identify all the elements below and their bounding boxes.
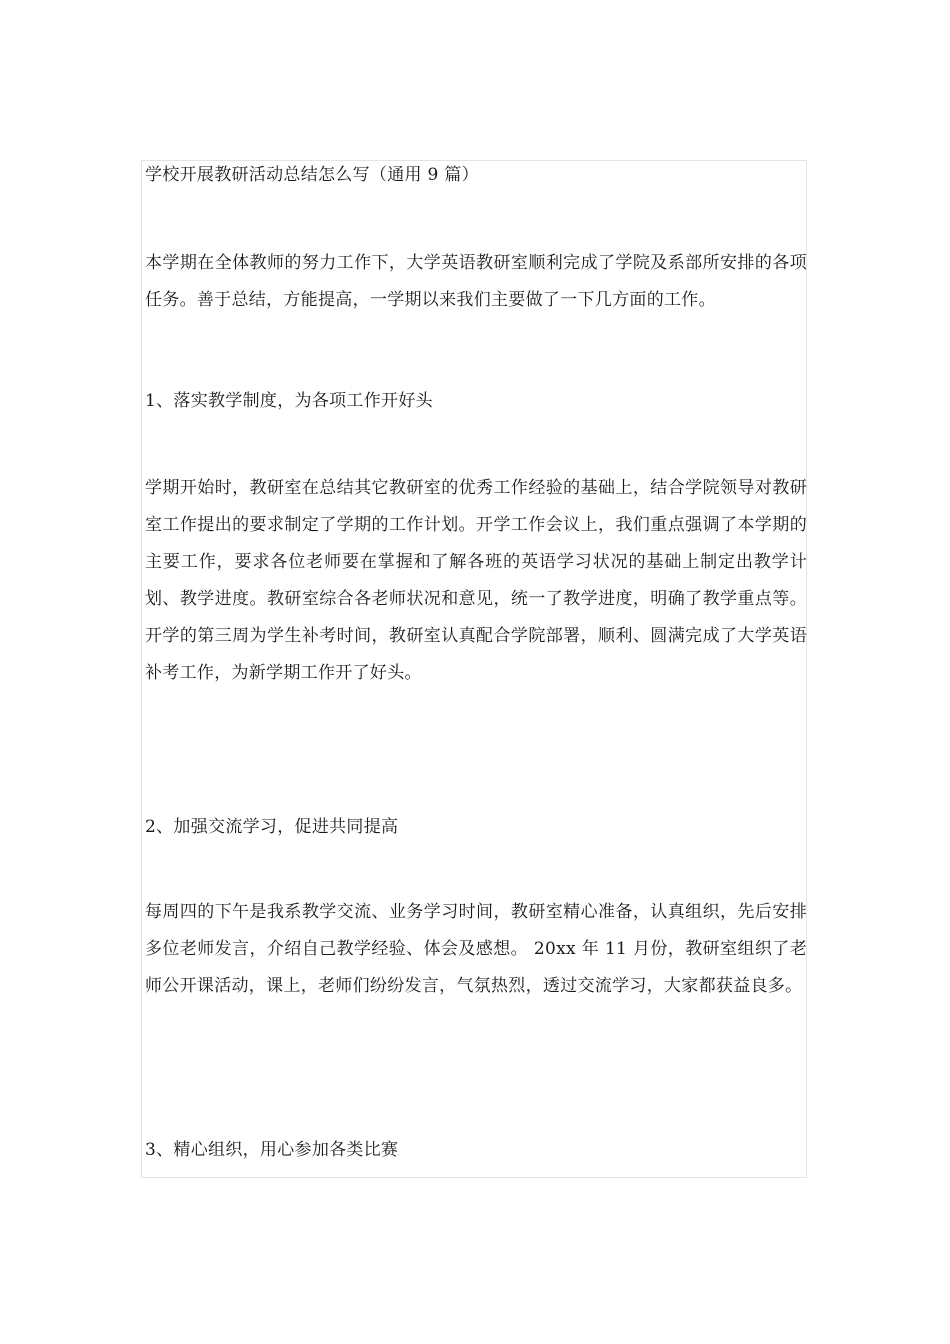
- section-heading-2: 2、加强交流学习，促进共同提高: [145, 817, 399, 837]
- intro-paragraph: 本学期在全体教师的努力工作下，大学英语教研室顺利完成了学院及系部所安排的各项任务。善于总结，方能提高，一学期以来我们主要做了一下几方面的工作。: [145, 253, 807, 310]
- section-heading-1: 1、落实教学制度，为各项工作开好头: [145, 391, 433, 411]
- section-body-1: 学期开始时，教研室在总结其它教研室的优秀工作经验的基础上，结合学院领导对教研室工作提出的要求制定了学期的工作计划。开学工作会议上，我们重点强调了本学期的主要工作，要求各位老师要在掌握和了解各班的英语学习状况的基础上制定出教学计划、教学进度。教研室综合各老师状况和意见，统一了教学进度，明确了教学重点等。开学的第三周为学生补考时间，教研室认真配合学院部署，顺利、圆满完成了大学英语补考工作，为新学期工作开了好头。: [145, 478, 807, 683]
- document-title: 学校开展教研活动总结怎么写（通用 9 篇）: [145, 165, 479, 185]
- section-heading-3: 3、精心组织，用心参加各类比赛: [145, 1140, 399, 1160]
- section-body-2: 每周四的下午是我系教学交流、业务学习时间，教研室精心准备，认真组织，先后安排多位老师发言，介绍自己教学经验、体会及感想。 20xx 年 11 月份，教研室组织了老师公开课活动，课上，老师们纷纷发言，气氛热烈，透过交流学习，大家都获益良多。: [145, 902, 807, 996]
